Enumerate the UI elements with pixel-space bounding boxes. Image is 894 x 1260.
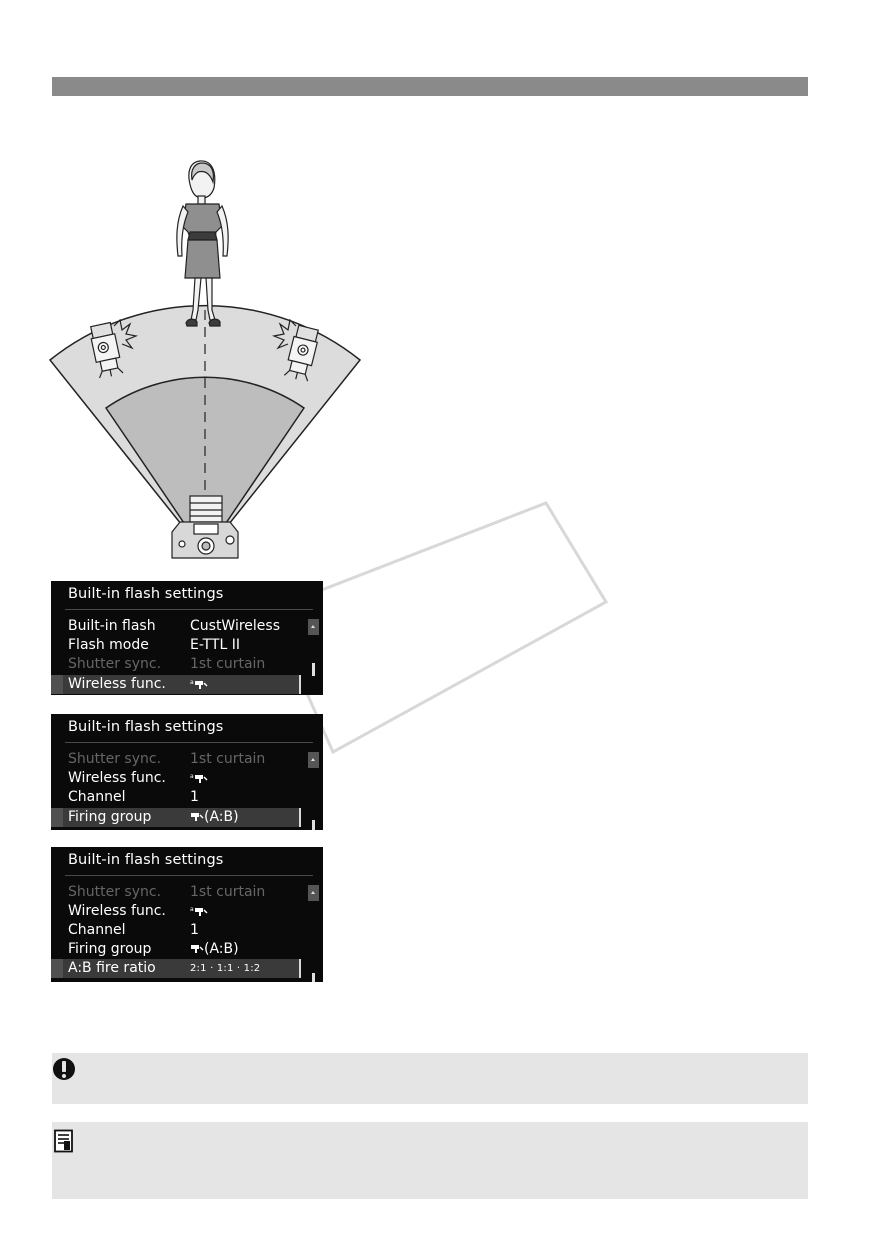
row-value [190,808,239,827]
row-label: Wireless func. [68,676,166,692]
note-box [52,1122,808,1199]
title-divider [65,609,313,610]
scrollbar-thumb[interactable] [312,820,315,830]
firing-group-value: (A:B) [204,941,239,957]
row-value: 1 [190,922,199,938]
menu-row-shutter-sync [63,655,299,674]
memo-icon [52,1129,76,1153]
screen-title: Built-in flash settings [68,852,224,868]
menu-row-channel[interactable] [63,921,299,940]
row-value: 1st curtain [190,751,266,767]
firing-group-value: (A:B) [204,809,239,825]
row-label: Built-in flash [68,618,156,634]
svg-text:a: a [190,679,194,686]
wireless-flash-icon [190,678,210,690]
row-value [190,675,210,694]
row-label: Shutter sync. [68,751,162,767]
scroll-up-arrow[interactable] [308,885,319,901]
title-divider [65,875,313,876]
menu-row-wireless-func[interactable] [63,769,299,788]
menu-row-firing-group[interactable] [63,808,299,827]
svg-text:a: a [190,773,194,780]
slave-flash-icon [190,943,204,955]
screen-title: Built-in flash settings [68,586,224,602]
scrollbar-thumb[interactable] [312,663,315,676]
row-label: Firing group [68,941,152,957]
flash-settings-screen-3 [51,847,323,982]
row-value [190,902,210,921]
row-value: 1 [190,789,199,805]
row-value: CustWireless [190,618,281,634]
caution-box [52,1053,808,1104]
flash-settings-screen-1 [51,581,323,695]
section-header-bar [52,77,808,96]
scroll-up-arrow[interactable] [308,752,319,768]
caution-icon [52,1057,76,1081]
row-label: Shutter sync. [68,884,162,900]
row-label: Channel [68,922,126,938]
title-divider [65,742,313,743]
menu-row-firing-group[interactable] [63,940,299,959]
menu-row-flash-mode[interactable] [63,636,299,655]
row-value: 1st curtain [190,884,266,900]
row-value [190,940,239,959]
flash-settings-screen-2 [51,714,323,830]
scrollbar-thumb[interactable] [312,973,315,982]
menu-row-ab-fire-ratio[interactable] [63,959,299,978]
menu-row-shutter-sync [63,883,299,902]
row-label: Shutter sync. [68,656,162,672]
row-label: Wireless func. [68,903,166,919]
fire-ratio-scale[interactable]: 2:1 · 1:1 · 1:2 [190,963,261,974]
row-label: Flash mode [68,637,149,653]
menu-row-wireless-func[interactable] [63,675,299,694]
row-value: 1st curtain [190,656,266,672]
row-label: Firing group [68,809,152,825]
row-label: Channel [68,789,126,805]
row-value: E-TTL II [190,637,240,653]
slave-flash-icon [190,811,204,823]
scroll-up-arrow[interactable] [308,619,319,635]
menu-row-channel[interactable] [63,788,299,807]
wireless-flash-icon [190,772,210,784]
wireless-flash-diagram [40,160,370,565]
row-label: A:B fire ratio [68,960,156,976]
wireless-flash-icon [190,905,210,917]
screen-title: Built-in flash settings [68,719,224,735]
menu-row-built-in-flash[interactable] [63,617,299,636]
subject-person-icon [177,161,228,326]
svg-text:a: a [190,906,194,913]
row-label: Wireless func. [68,770,166,786]
menu-row-wireless-func[interactable] [63,902,299,921]
menu-row-shutter-sync [63,750,299,769]
row-value [190,769,210,788]
